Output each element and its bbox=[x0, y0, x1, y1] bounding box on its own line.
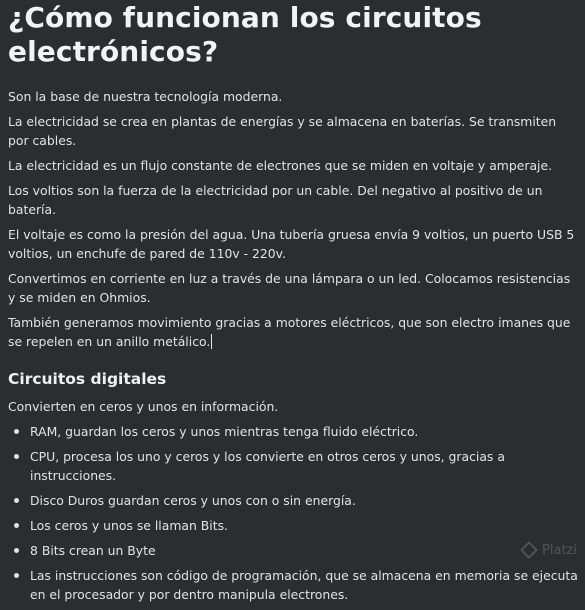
paragraph-with-caret[interactable] bbox=[8, 313, 578, 351]
paragraph: La electricidad es un flujo constante de electrones que se miden en voltaje y amperaje. bbox=[8, 158, 553, 173]
list-item bbox=[8, 516, 578, 535]
list-item-text: Disco Duros guardan ceros y unos con o sin energía. bbox=[30, 493, 356, 508]
text-cursor bbox=[211, 334, 212, 349]
document bbox=[8, 0, 578, 610]
section-intro: Convierten en ceros y unos en información. bbox=[8, 399, 279, 414]
paragraph: Los voltios son la fuerza de la electricidad por un cable. Del negativo al positivo de un batería. bbox=[8, 183, 543, 217]
paragraph-text: También generamos movimiento gracias a motores eléctricos, que son electro imanes que se repelen en un anillo metálico. bbox=[8, 315, 571, 349]
bullet-icon bbox=[14, 548, 19, 553]
bullet-icon bbox=[14, 573, 19, 578]
bullet-icon bbox=[14, 429, 19, 434]
paragraph: Son la base de nuestra tecnología moderna. bbox=[8, 89, 283, 104]
platzi-logo-icon bbox=[520, 541, 538, 559]
page-title: ¿Cómo funcionan los circuitos electrónicos? bbox=[8, 1, 482, 68]
list-item bbox=[8, 422, 578, 441]
bullet-icon bbox=[14, 498, 19, 503]
list-item bbox=[8, 541, 578, 560]
bullet-list bbox=[8, 422, 578, 604]
paragraph: El voltaje es como la presión del agua. Una tubería gruesa envía 9 voltios, un puerto USB 5 voltios, un enchufe de pared de 110v - 220v. bbox=[8, 227, 575, 261]
section-heading: Circuitos digitales bbox=[8, 370, 167, 388]
watermark bbox=[520, 541, 577, 559]
watermark-text: Platzi bbox=[542, 542, 577, 558]
bullet-icon bbox=[14, 523, 19, 528]
list-item bbox=[8, 447, 578, 485]
list-item-text: CPU, procesa los uno y ceros y los convierte en otros ceros y unos, gracias a instrucciones. bbox=[30, 449, 505, 483]
list-item-text: 8 Bits crean un Byte bbox=[30, 543, 156, 558]
list-item-text: Las instrucciones son código de programación, que se almacena en memoria se ejecuta en el procesador y por dentro manipula electrones. bbox=[30, 568, 578, 602]
paragraph: La electricidad se crea en plantas de energías y se almacena en baterías. Se transmiten por cables. bbox=[8, 114, 557, 148]
list-item bbox=[8, 566, 578, 604]
list-item-text: Los ceros y unos se llaman Bits. bbox=[30, 518, 228, 533]
bullet-icon bbox=[14, 454, 19, 459]
list-item-text: RAM, guardan los ceros y unos mientras tenga fluido eléctrico. bbox=[30, 424, 419, 439]
paragraph: Convertimos en corriente en luz a través de una lámpara o un led. Colocamos resistencias y se miden en Ohmios. bbox=[8, 271, 571, 305]
list-item bbox=[8, 491, 578, 510]
